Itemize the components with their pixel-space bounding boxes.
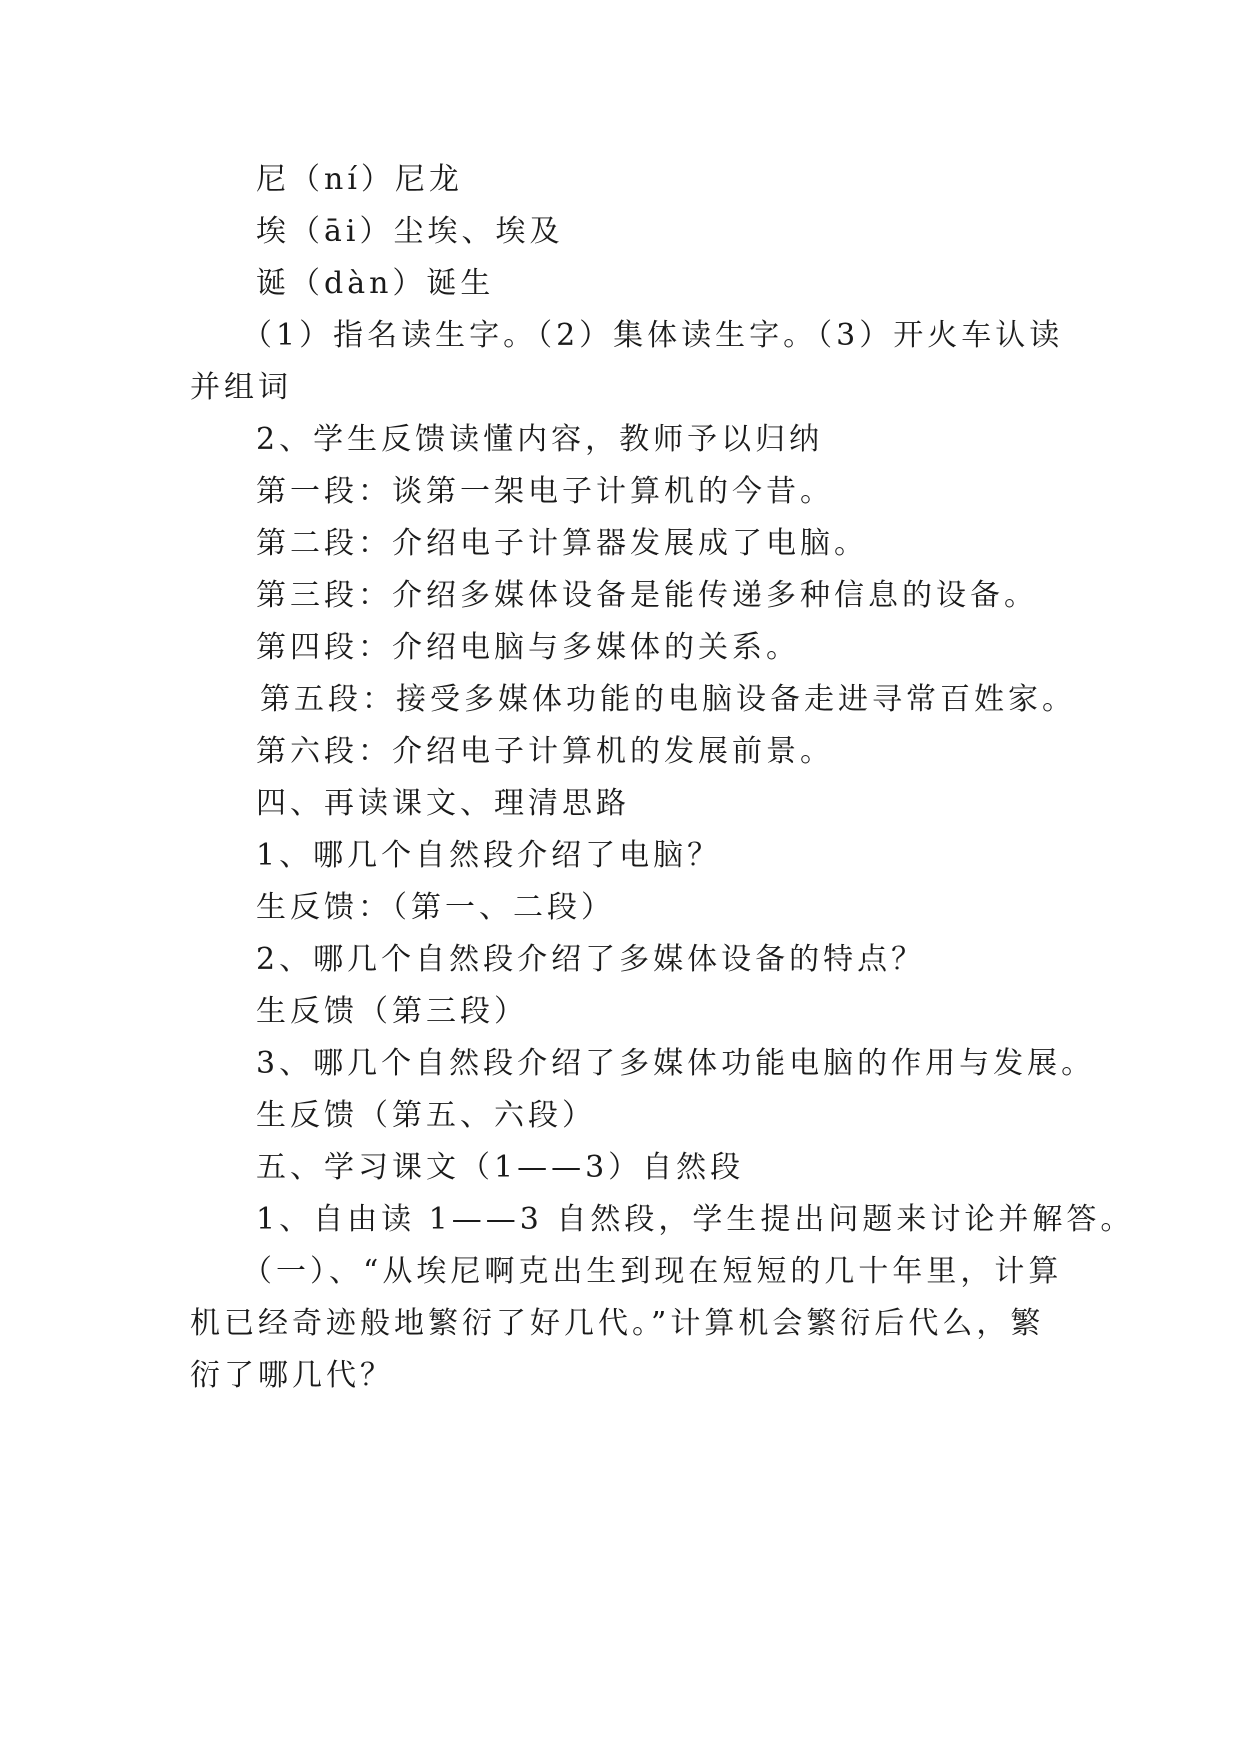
text-line: 诞（dàn）诞生 [256,266,495,301]
text-line: 埃（āi）尘埃、埃及 [256,214,564,249]
text-line: 2、学生反馈读懂内容，教师予以归纳 [256,422,824,457]
text-line: 第二段：介绍电子计算器发展成了电脑。 [256,526,868,561]
section-heading: 五、学习课文（1——3）自然段 [256,1150,745,1185]
text-line: 1、哪几个自然段介绍了电脑？ [256,838,722,873]
text-line: 生反馈（第五、六段） [256,1098,596,1133]
text-line: 第一段：谈第一架电子计算机的今昔。 [256,474,834,509]
text-line: 2、哪几个自然段介绍了多媒体设备的特点？ [256,942,926,977]
text-line: 生反馈：（第一、二段） [256,890,615,925]
section-heading: 四、再读课文、理清思路 [256,786,630,821]
text-line: 并组词 [190,370,292,405]
text-line: 3、哪几个自然段介绍了多媒体功能电脑的作用与发展。 [256,1046,1096,1081]
text-line: 尼（ní）尼龙 [256,162,463,197]
text-line: 第三段：介绍多媒体设备是能传递多种信息的设备。 [256,578,1038,613]
text-line: 衍了哪几代？ [190,1358,394,1393]
text-line: 生反馈（第三段） [256,994,528,1029]
text-line: 第六段：介绍电子计算机的发展前景。 [256,734,834,769]
text-line: 机已经奇迹般地繁衍了好几代。”计算机会繁衍后代么，繁 [190,1306,1045,1341]
text-line: （一）、“从埃尼啊克出生到现在短短的几十年里，计算 [242,1254,1063,1289]
text-line: 第五段：接受多媒体功能的电脑设备走进寻常百姓家。 [260,682,1076,717]
text-line: 第四段：介绍电脑与多媒体的关系。 [256,630,800,665]
text-line: （1）指名读生字。（2）集体读生字。（3）开火车认读 [242,318,1064,353]
text-line: 1、自由读 1——3 自然段，学生提出问题来讨论并解答。 [256,1202,1135,1237]
